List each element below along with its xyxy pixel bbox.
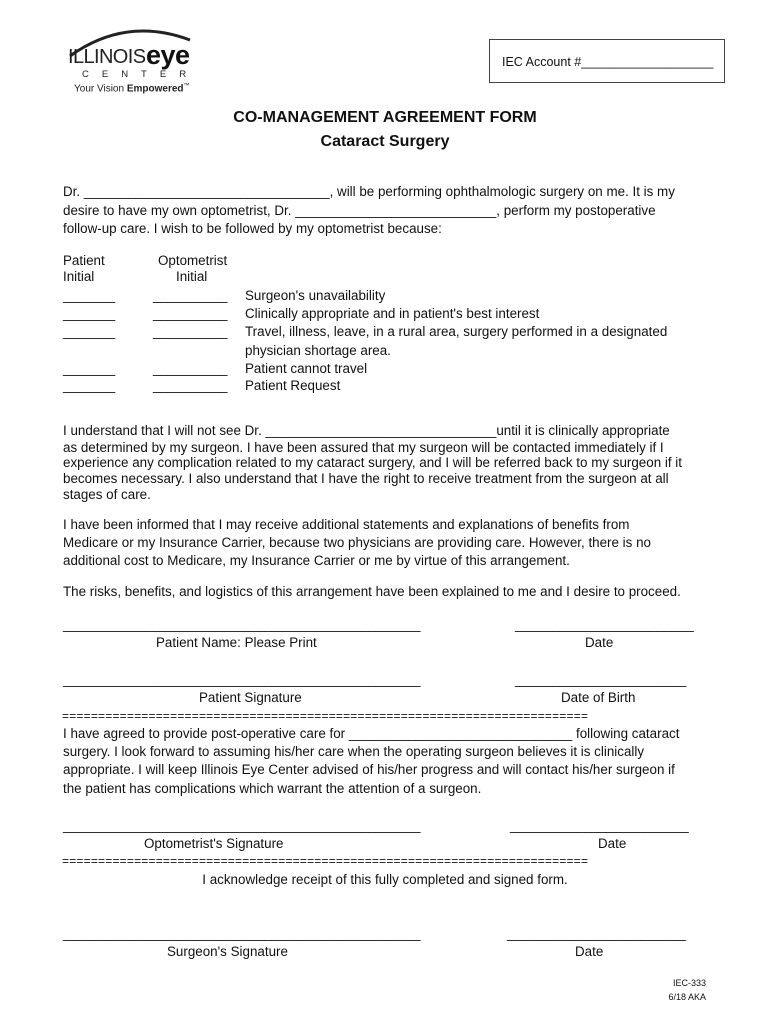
date-line[interactable]: ________________________ xyxy=(510,818,689,833)
date-label: Date xyxy=(575,944,604,959)
agreed-line: the patient has complications which warrant the attention of a surgeon. xyxy=(63,781,482,796)
patient-initial-blank[interactable]: _______ xyxy=(63,288,116,303)
understand-line: experience any complication related to my cataract surgery, and I will be referred back to my surgeon if it xyxy=(63,455,682,470)
illinois-eye-center-logo xyxy=(62,26,212,98)
section-separator: ========================================================================= xyxy=(62,710,589,722)
informed-line: additional cost to Medicare, my Insurance Carrier or me by virtue of this arrangement. xyxy=(63,553,570,568)
optometrist-initial-blank[interactable]: __________ xyxy=(153,361,228,376)
surgeon-signature-label: Surgeon's Signature xyxy=(167,944,288,959)
reason-item-continued: physician shortage area. xyxy=(245,343,391,358)
intro-line: follow-up care. I wish to be followed by my optometrist because: xyxy=(63,221,442,236)
form-subtitle: Cataract Surgery xyxy=(320,133,450,150)
optometrist-initial-blank[interactable]: __________ xyxy=(153,324,228,339)
intro-line: Dr. _________________________________, will be performing ophthalmologic surgery on me. It is my xyxy=(63,184,675,199)
logo-brand-sub: CENTER xyxy=(82,69,200,80)
reason-item: Clinically appropriate and in patient's best interest xyxy=(245,306,540,321)
understand-line: as determined by my surgeon. I have been assured that my surgeon will be contacted immediately if I xyxy=(63,440,664,455)
optometrist-signature-line[interactable]: ________________________________________________ xyxy=(63,818,421,833)
patient-initial-blank[interactable]: _______ xyxy=(63,324,116,339)
reason-item: Patient Request xyxy=(245,378,341,393)
logo-tagline: Your Vision Empowered™ xyxy=(74,83,190,95)
form-revision: 6/18 AKA xyxy=(668,992,706,1002)
reason-item: Travel, illness, leave, in a rural area, surgery performed in a designated xyxy=(245,324,668,339)
agreed-line: appropriate. I will keep Illinois Eye Center advised of his/her progress and will contact his/her surgeon if xyxy=(63,762,675,777)
optometrist-initial-blank[interactable]: __________ xyxy=(153,306,228,321)
patient-initial-blank[interactable]: _______ xyxy=(63,306,116,321)
agreed-line: surgery. I look forward to assuming his/her care when the operating surgeon believes it is clinically xyxy=(63,744,645,759)
date-label: Date xyxy=(585,635,614,650)
date-line[interactable]: ________________________ xyxy=(515,617,694,632)
account-number-box[interactable] xyxy=(489,39,725,83)
patient-initial-header: Patient xyxy=(63,253,105,268)
logo-brand-left: ILLINOIS xyxy=(68,46,146,68)
understand-line: I understand that I will not see Dr. _______________________________until it is clinically appropriate xyxy=(63,423,670,438)
patient-signature-label: Patient Signature xyxy=(199,690,302,705)
reason-item: Surgeon's unavailability xyxy=(245,288,386,303)
logo-brand-right: eye xyxy=(146,40,190,70)
date-of-birth-line[interactable]: _______________________ xyxy=(515,672,687,687)
patient-initial-header: Initial xyxy=(63,269,95,284)
risks-statement: The risks, benefits, and logistics of this arrangement have been explained to me and I desire to proceed. xyxy=(63,584,681,599)
intro-line: desire to have my own optometrist, Dr. ___________________________, perform my postoperative xyxy=(63,203,656,218)
acknowledge-statement: I acknowledge receipt of this fully completed and signed form. xyxy=(202,872,568,887)
optometrist-initial-blank[interactable]: __________ xyxy=(153,378,228,393)
form-title: CO-MANAGEMENT AGREEMENT FORM xyxy=(233,109,537,126)
agreed-line: I have agreed to provide post-operative care for ______________________________ following cataract xyxy=(63,726,680,741)
optometrist-initial-blank[interactable]: __________ xyxy=(153,288,228,303)
date-line[interactable]: ________________________ xyxy=(507,926,686,941)
surgeon-signature-line[interactable]: ________________________________________________ xyxy=(63,926,421,941)
patient-signature-line[interactable]: ________________________________________________ xyxy=(63,672,421,687)
informed-line: Medicare or my Insurance Carrier, because two physicians are providing care. However, there is no xyxy=(63,535,651,550)
optometrist-initial-header: Optometrist xyxy=(158,253,228,268)
date-of-birth-label: Date of Birth xyxy=(561,690,636,705)
understand-line: stages of care. xyxy=(63,487,151,502)
form-number: IEC-333 xyxy=(672,978,706,988)
patient-initial-blank[interactable]: _______ xyxy=(63,361,116,376)
section-separator: ========================================================================= xyxy=(62,855,589,867)
patient-initial-blank[interactable]: _______ xyxy=(63,378,116,393)
understand-line: becomes necessary. I also understand that I have the right to receive treatment from the surgeon at all xyxy=(63,471,669,486)
account-number-label: IEC Account #___________________ xyxy=(502,55,714,69)
patient-name-line[interactable]: ________________________________________________ xyxy=(63,617,421,632)
patient-name-label: Patient Name: Please Print xyxy=(156,635,317,650)
optometrist-signature-label: Optometrist's Signature xyxy=(144,836,284,851)
optometrist-initial-header: Initial xyxy=(176,269,208,284)
reason-item: Patient cannot travel xyxy=(245,361,368,376)
informed-line: I have been informed that I may receive additional statements and explanations of benefits from xyxy=(63,517,630,532)
date-label: Date xyxy=(598,836,627,851)
